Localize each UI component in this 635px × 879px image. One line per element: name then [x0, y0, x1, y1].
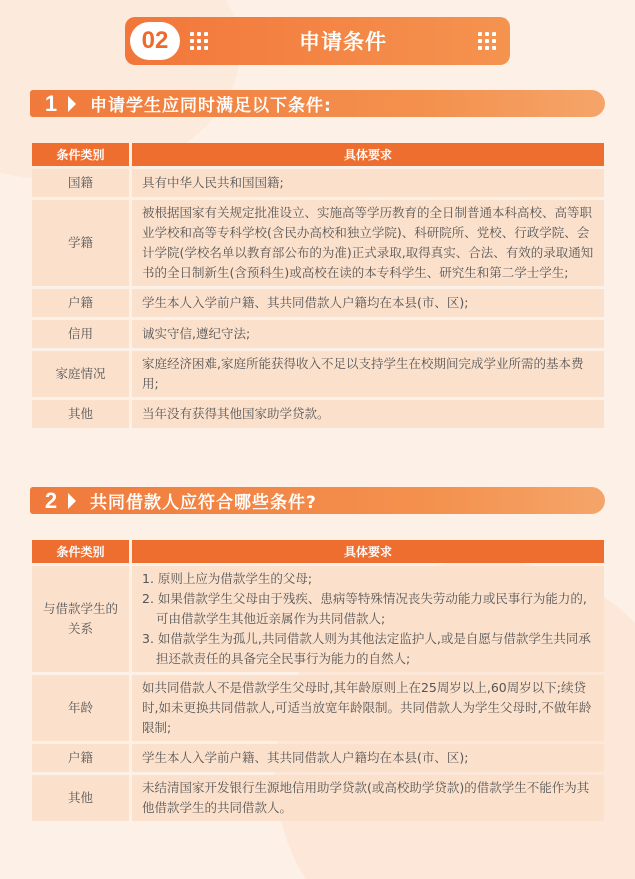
table-row — [32, 744, 604, 772]
list-item: 1. 原则上应为借款学生的父母; — [142, 571, 313, 586]
dots-decoration-icon — [478, 32, 496, 50]
requirement-cell: 诚实守信,遵纪守法; — [132, 320, 604, 348]
column-header-category: 条件类别 — [32, 143, 132, 166]
requirement-cell: 家庭经济困难,家庭所能获得收入不足以支持学生在校期间完成学业所需的基本费用; — [132, 351, 604, 397]
list-item: 3. 如借款学生为孤儿,共同借款人则为其他法定监护人,或是自愿与借款学生共同承担还款责任的具备完全民事行为能力的自然人; — [142, 631, 591, 666]
column-header-category: 条件类别 — [32, 540, 132, 563]
section-banner — [125, 17, 510, 65]
table-row — [32, 200, 604, 286]
dots-decoration-icon — [190, 32, 208, 50]
section2-number: 2 — [44, 487, 58, 513]
category-cell: 其他 — [32, 400, 132, 428]
table-row — [32, 566, 604, 672]
category-cell: 信用 — [32, 320, 132, 348]
category-cell: 户籍 — [32, 289, 132, 317]
column-header-requirement: 具体要求 — [132, 143, 604, 166]
category-cell: 国籍 — [32, 169, 132, 197]
chevron-right-icon — [68, 493, 76, 509]
requirement-cell: 具有中华人民共和国国籍; — [132, 169, 604, 197]
table-row — [32, 400, 604, 428]
section1-header — [30, 90, 605, 117]
table-row — [32, 289, 604, 317]
table-row — [32, 169, 604, 197]
applicant-conditions-table — [32, 140, 604, 431]
requirement-cell: 未结清国家开发银行生源地信用助学贷款(或高校助学贷款)的借款学生不能作为其他借款学生的共同借款人。 — [132, 775, 604, 821]
requirement-cell: 当年没有获得其他国家助学贷款。 — [132, 400, 604, 428]
category-cell: 家庭情况 — [32, 351, 132, 397]
category-cell: 年龄 — [32, 675, 132, 741]
table-row — [32, 675, 604, 741]
table-header-row — [32, 143, 604, 166]
list-item: 2. 如果借款学生父母由于残疾、患病等特殊情况丧失劳动能力或民事行为能力的,可由借款学生其他近亲属作为共同借款人; — [142, 591, 587, 626]
section2-title: 共同借款人应符合哪些条件? — [90, 493, 317, 513]
co-borrower-conditions-table — [32, 537, 604, 824]
requirement-cell: 学生本人入学前户籍、其共同借款人户籍均在本县(市、区); — [132, 744, 604, 772]
category-cell: 学籍 — [32, 200, 132, 286]
section2-header — [30, 487, 605, 514]
chevron-right-icon — [68, 96, 76, 112]
category-cell: 其他 — [32, 775, 132, 821]
banner-number: 02 — [130, 22, 180, 60]
requirement-cell — [132, 566, 604, 672]
table-header-row — [32, 540, 604, 563]
category-cell: 与借款学生的关系 — [32, 566, 132, 672]
table-row — [32, 775, 604, 821]
table-row — [32, 351, 604, 397]
requirement-cell: 学生本人入学前户籍、其共同借款人户籍均在本县(市、区); — [132, 289, 604, 317]
section1-number: 1 — [44, 90, 58, 116]
section1-title: 申请学生应同时满足以下条件: — [90, 96, 332, 116]
table-row — [32, 320, 604, 348]
banner-title: 申请条件 — [299, 30, 387, 54]
requirement-cell: 被根据国家有关规定批准设立、实施高等学历教育的全日制普通本科高校、高等职业学校和高等专科学校(含民办高校和独立学院)、科研院所、党校、行政学院、会计学院(学校名单以教育部公布的为准)正式录取,取得真实、合法、有效的录取通知书的全日制新生(含预科生)或高校在读的本专科学生、研究生和第二学士学生; — [132, 200, 604, 286]
category-cell: 户籍 — [32, 744, 132, 772]
column-header-requirement: 具体要求 — [132, 540, 604, 563]
requirement-cell: 如共同借款人不是借款学生父母时,其年龄原则上在25周岁以上,60周岁以下;续贷时,如未更换共同借款人,可适当放宽年龄限制。共同借款人为学生父母时,不做年龄限制; — [132, 675, 604, 741]
